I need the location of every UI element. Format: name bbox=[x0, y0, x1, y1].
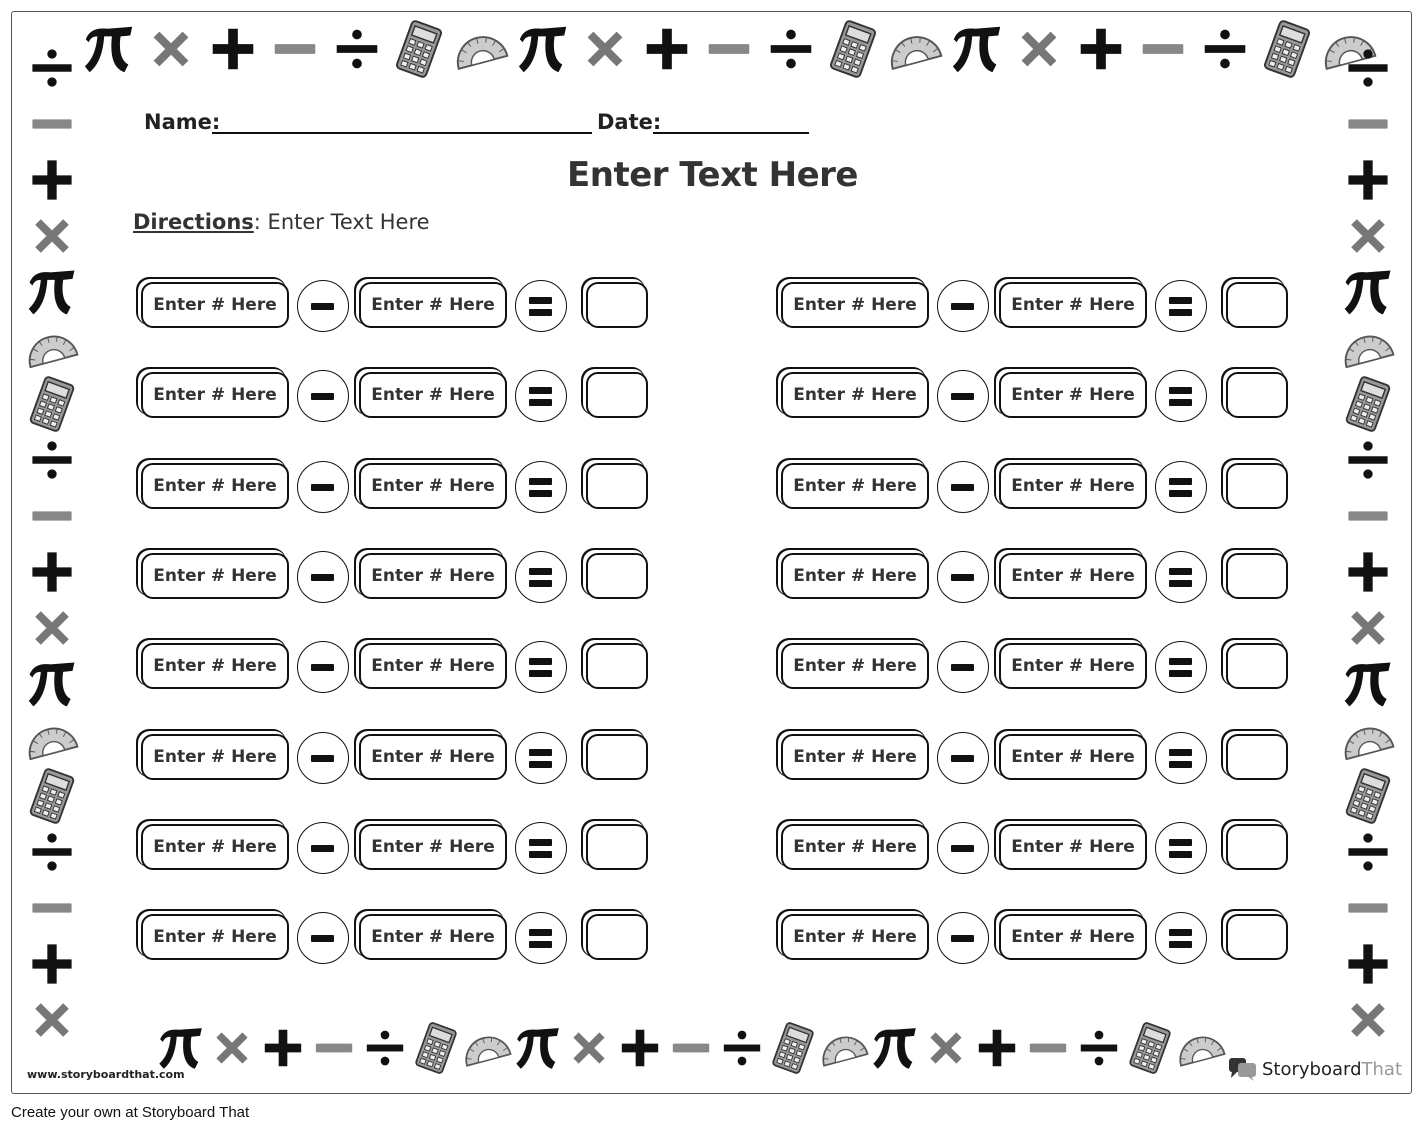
equals-operator-icon bbox=[515, 641, 567, 693]
problem-row bbox=[137, 822, 652, 880]
first-number-box[interactable] bbox=[141, 282, 289, 328]
divide-icon bbox=[1073, 1022, 1125, 1074]
protractor-icon bbox=[886, 20, 944, 78]
first-number-box[interactable] bbox=[141, 643, 289, 689]
second-number-box[interactable] bbox=[999, 282, 1147, 328]
problem-row bbox=[137, 641, 652, 699]
plus-icon bbox=[614, 1022, 666, 1074]
second-number-box[interactable] bbox=[999, 372, 1147, 418]
times-icon bbox=[1010, 20, 1068, 78]
problem-row bbox=[777, 461, 1292, 519]
calculator-icon bbox=[1124, 1022, 1176, 1074]
first-number-text: Enter # Here bbox=[793, 927, 917, 947]
times-icon bbox=[142, 20, 200, 78]
answer-box[interactable] bbox=[1226, 372, 1288, 418]
problem-row bbox=[137, 461, 652, 519]
second-number-text: Enter # Here bbox=[1011, 385, 1135, 405]
second-number-text: Enter # Here bbox=[371, 927, 495, 947]
first-number-text: Enter # Here bbox=[793, 566, 917, 586]
pi-icon bbox=[24, 656, 80, 712]
equals-operator-icon bbox=[515, 732, 567, 784]
divide-icon bbox=[24, 432, 80, 488]
pi-icon bbox=[80, 20, 138, 78]
divide-icon bbox=[716, 1022, 768, 1074]
minus-operator-icon bbox=[937, 280, 989, 332]
plus-icon bbox=[257, 1022, 309, 1074]
problem-row bbox=[137, 280, 652, 338]
answer-box[interactable] bbox=[1226, 734, 1288, 780]
problem-row bbox=[137, 370, 652, 428]
times-icon bbox=[1340, 992, 1396, 1048]
answer-box[interactable] bbox=[586, 282, 648, 328]
answer-box[interactable] bbox=[586, 824, 648, 870]
calculator-icon bbox=[1258, 20, 1316, 78]
first-number-box[interactable] bbox=[141, 824, 289, 870]
first-number-box[interactable] bbox=[141, 914, 289, 960]
minus-operator-icon bbox=[937, 370, 989, 422]
equals-operator-icon bbox=[1155, 370, 1207, 422]
second-number-text: Enter # Here bbox=[1011, 927, 1135, 947]
problem-row bbox=[777, 551, 1292, 609]
name-field-line[interactable] bbox=[212, 132, 592, 134]
protractor-icon bbox=[818, 1022, 870, 1074]
minus-operator-icon bbox=[937, 551, 989, 603]
problem-row bbox=[777, 912, 1292, 970]
first-number-text: Enter # Here bbox=[153, 837, 277, 857]
directions[interactable] bbox=[133, 210, 430, 234]
equals-operator-icon bbox=[1155, 912, 1207, 964]
second-number-box[interactable] bbox=[999, 824, 1147, 870]
calculator-icon bbox=[1340, 768, 1396, 824]
answer-box[interactable] bbox=[586, 643, 648, 689]
minus-operator-icon bbox=[937, 461, 989, 513]
minus-operator-icon bbox=[937, 912, 989, 964]
minus-operator-icon bbox=[937, 822, 989, 874]
calculator-icon bbox=[1340, 376, 1396, 432]
minus-operator-icon bbox=[297, 551, 349, 603]
problem-row bbox=[777, 280, 1292, 338]
minus-icon bbox=[1022, 1022, 1074, 1074]
second-number-text: Enter # Here bbox=[371, 747, 495, 767]
first-number-text: Enter # Here bbox=[793, 385, 917, 405]
first-number-text: Enter # Here bbox=[153, 385, 277, 405]
answer-box[interactable] bbox=[1226, 553, 1288, 599]
pi-icon bbox=[24, 264, 80, 320]
divide-icon bbox=[1196, 20, 1254, 78]
times-icon bbox=[920, 1022, 972, 1074]
plus-icon bbox=[1340, 544, 1396, 600]
minus-icon bbox=[266, 20, 324, 78]
divide-icon bbox=[1340, 40, 1396, 96]
second-number-box[interactable] bbox=[359, 643, 507, 689]
first-number-text: Enter # Here bbox=[793, 656, 917, 676]
plus-icon bbox=[1072, 20, 1130, 78]
second-number-box[interactable] bbox=[999, 553, 1147, 599]
second-number-box[interactable] bbox=[999, 734, 1147, 780]
first-number-text: Enter # Here bbox=[793, 295, 917, 315]
divide-icon bbox=[762, 20, 820, 78]
worksheet-title[interactable]: Enter Text Here bbox=[567, 155, 858, 195]
plus-icon bbox=[204, 20, 262, 78]
times-icon bbox=[24, 992, 80, 1048]
calculator-icon bbox=[390, 20, 448, 78]
protractor-icon bbox=[1340, 712, 1396, 768]
first-number-text: Enter # Here bbox=[793, 837, 917, 857]
minus-operator-icon bbox=[297, 280, 349, 332]
second-number-text: Enter # Here bbox=[371, 385, 495, 405]
first-number-box[interactable] bbox=[781, 824, 929, 870]
minus-icon bbox=[24, 488, 80, 544]
plus-icon bbox=[1340, 936, 1396, 992]
second-number-text: Enter # Here bbox=[1011, 476, 1135, 496]
second-number-box[interactable] bbox=[999, 643, 1147, 689]
pi-icon bbox=[512, 1022, 564, 1074]
minus-icon bbox=[24, 96, 80, 152]
answer-box[interactable] bbox=[586, 372, 648, 418]
second-number-box[interactable] bbox=[359, 734, 507, 780]
equals-operator-icon bbox=[515, 551, 567, 603]
divide-icon bbox=[24, 824, 80, 880]
divide-icon bbox=[1340, 432, 1396, 488]
first-number-text: Enter # Here bbox=[153, 476, 277, 496]
first-number-text: Enter # Here bbox=[153, 295, 277, 315]
second-number-text: Enter # Here bbox=[1011, 295, 1135, 315]
divide-icon bbox=[1340, 824, 1396, 880]
equals-operator-icon bbox=[1155, 461, 1207, 513]
equals-operator-icon bbox=[515, 822, 567, 874]
pi-icon bbox=[1340, 656, 1396, 712]
first-number-box[interactable] bbox=[781, 914, 929, 960]
minus-operator-icon bbox=[937, 641, 989, 693]
first-number-box[interactable] bbox=[781, 734, 929, 780]
first-number-box[interactable] bbox=[141, 463, 289, 509]
times-icon bbox=[24, 208, 80, 264]
second-number-box[interactable] bbox=[359, 463, 507, 509]
calculator-icon bbox=[410, 1022, 462, 1074]
answer-box[interactable] bbox=[1226, 643, 1288, 689]
second-number-text: Enter # Here bbox=[371, 656, 495, 676]
pi-icon bbox=[869, 1022, 921, 1074]
equals-operator-icon bbox=[1155, 822, 1207, 874]
divide-icon bbox=[328, 20, 386, 78]
second-number-text: Enter # Here bbox=[371, 566, 495, 586]
protractor-icon bbox=[461, 1022, 513, 1074]
speech-bubble-icon bbox=[1228, 1056, 1258, 1082]
times-icon bbox=[1340, 208, 1396, 264]
answer-box[interactable] bbox=[586, 553, 648, 599]
second-number-box[interactable] bbox=[999, 914, 1147, 960]
first-number-box[interactable] bbox=[781, 553, 929, 599]
equals-operator-icon bbox=[1155, 551, 1207, 603]
answer-box[interactable] bbox=[1226, 824, 1288, 870]
first-number-text: Enter # Here bbox=[793, 747, 917, 767]
problem-row bbox=[777, 641, 1292, 699]
directions-text: : Enter Text Here bbox=[253, 210, 430, 234]
equals-operator-icon bbox=[515, 370, 567, 422]
first-number-box[interactable] bbox=[781, 372, 929, 418]
protractor-icon bbox=[452, 20, 510, 78]
times-icon bbox=[206, 1022, 258, 1074]
second-number-text: Enter # Here bbox=[371, 837, 495, 857]
answer-box[interactable] bbox=[1226, 282, 1288, 328]
protractor-icon bbox=[1175, 1022, 1227, 1074]
first-number-box[interactable] bbox=[141, 734, 289, 780]
second-number-text: Enter # Here bbox=[1011, 837, 1135, 857]
times-icon bbox=[563, 1022, 615, 1074]
second-number-text: Enter # Here bbox=[371, 476, 495, 496]
answer-box[interactable] bbox=[586, 734, 648, 780]
problem-row bbox=[137, 551, 652, 609]
plus-icon bbox=[24, 544, 80, 600]
second-number-text: Enter # Here bbox=[1011, 747, 1135, 767]
minus-operator-icon bbox=[297, 461, 349, 513]
equals-operator-icon bbox=[1155, 280, 1207, 332]
second-number-box[interactable] bbox=[359, 282, 507, 328]
minus-icon bbox=[1340, 96, 1396, 152]
problem-row bbox=[137, 732, 652, 790]
divide-icon bbox=[24, 40, 80, 96]
first-number-text: Enter # Here bbox=[793, 476, 917, 496]
calculator-icon bbox=[24, 376, 80, 432]
minus-icon bbox=[24, 880, 80, 936]
first-number-box[interactable] bbox=[781, 282, 929, 328]
create-your-own-caption[interactable]: Create your own at Storyboard That bbox=[11, 1104, 250, 1121]
minus-icon bbox=[665, 1022, 717, 1074]
minus-icon bbox=[1340, 488, 1396, 544]
first-number-box[interactable] bbox=[141, 372, 289, 418]
date-label: Date: bbox=[597, 110, 662, 134]
minus-operator-icon bbox=[937, 732, 989, 784]
protractor-icon bbox=[24, 712, 80, 768]
first-number-text: Enter # Here bbox=[153, 747, 277, 767]
times-icon bbox=[576, 20, 634, 78]
pi-icon bbox=[948, 20, 1006, 78]
second-number-text: Enter # Here bbox=[1011, 656, 1135, 676]
protractor-icon bbox=[1340, 320, 1396, 376]
plus-icon bbox=[638, 20, 696, 78]
equals-operator-icon bbox=[515, 461, 567, 513]
pi-icon bbox=[1340, 264, 1396, 320]
times-icon bbox=[24, 600, 80, 656]
brand-name-light: That bbox=[1361, 1058, 1403, 1080]
minus-icon bbox=[1134, 20, 1192, 78]
plus-icon bbox=[971, 1022, 1023, 1074]
minus-operator-icon bbox=[297, 822, 349, 874]
date-field-line[interactable] bbox=[653, 132, 809, 134]
protractor-icon bbox=[24, 320, 80, 376]
pi-icon bbox=[514, 20, 572, 78]
first-number-text: Enter # Here bbox=[153, 927, 277, 947]
brand-name bbox=[1262, 1059, 1402, 1080]
problem-row bbox=[777, 732, 1292, 790]
first-number-box[interactable] bbox=[781, 643, 929, 689]
divide-icon bbox=[359, 1022, 411, 1074]
minus-icon bbox=[1340, 880, 1396, 936]
minus-icon bbox=[308, 1022, 360, 1074]
brand-name-main: Storyboard bbox=[1262, 1058, 1362, 1080]
times-icon bbox=[1340, 600, 1396, 656]
minus-operator-icon bbox=[297, 370, 349, 422]
minus-operator-icon bbox=[297, 912, 349, 964]
equals-operator-icon bbox=[1155, 641, 1207, 693]
minus-operator-icon bbox=[297, 732, 349, 784]
first-number-text: Enter # Here bbox=[153, 656, 277, 676]
site-url: www.storyboardthat.com bbox=[27, 1068, 185, 1081]
calculator-icon bbox=[824, 20, 882, 78]
first-number-box[interactable] bbox=[781, 463, 929, 509]
directions-label: Directions bbox=[133, 210, 254, 234]
problem-row bbox=[137, 912, 652, 970]
answer-box[interactable] bbox=[1226, 914, 1288, 960]
first-number-text: Enter # Here bbox=[153, 566, 277, 586]
answer-box[interactable] bbox=[1226, 463, 1288, 509]
first-number-box[interactable] bbox=[141, 553, 289, 599]
calculator-icon bbox=[24, 768, 80, 824]
second-number-text: Enter # Here bbox=[1011, 566, 1135, 586]
problem-row bbox=[777, 370, 1292, 428]
answer-box[interactable] bbox=[586, 463, 648, 509]
plus-icon bbox=[24, 936, 80, 992]
second-number-box[interactable] bbox=[359, 824, 507, 870]
equals-operator-icon bbox=[515, 912, 567, 964]
name-label: Name: bbox=[144, 110, 221, 134]
answer-box[interactable] bbox=[586, 914, 648, 960]
equals-operator-icon bbox=[1155, 732, 1207, 784]
second-number-box[interactable] bbox=[999, 463, 1147, 509]
pi-icon bbox=[155, 1022, 207, 1074]
storyboardthat-logo bbox=[1228, 1056, 1402, 1082]
second-number-box[interactable] bbox=[359, 372, 507, 418]
equals-operator-icon bbox=[515, 280, 567, 332]
calculator-icon bbox=[767, 1022, 819, 1074]
problem-row bbox=[777, 822, 1292, 880]
minus-operator-icon bbox=[297, 641, 349, 693]
second-number-box[interactable] bbox=[359, 553, 507, 599]
second-number-text: Enter # Here bbox=[371, 295, 495, 315]
second-number-box[interactable] bbox=[359, 914, 507, 960]
minus-icon bbox=[700, 20, 758, 78]
